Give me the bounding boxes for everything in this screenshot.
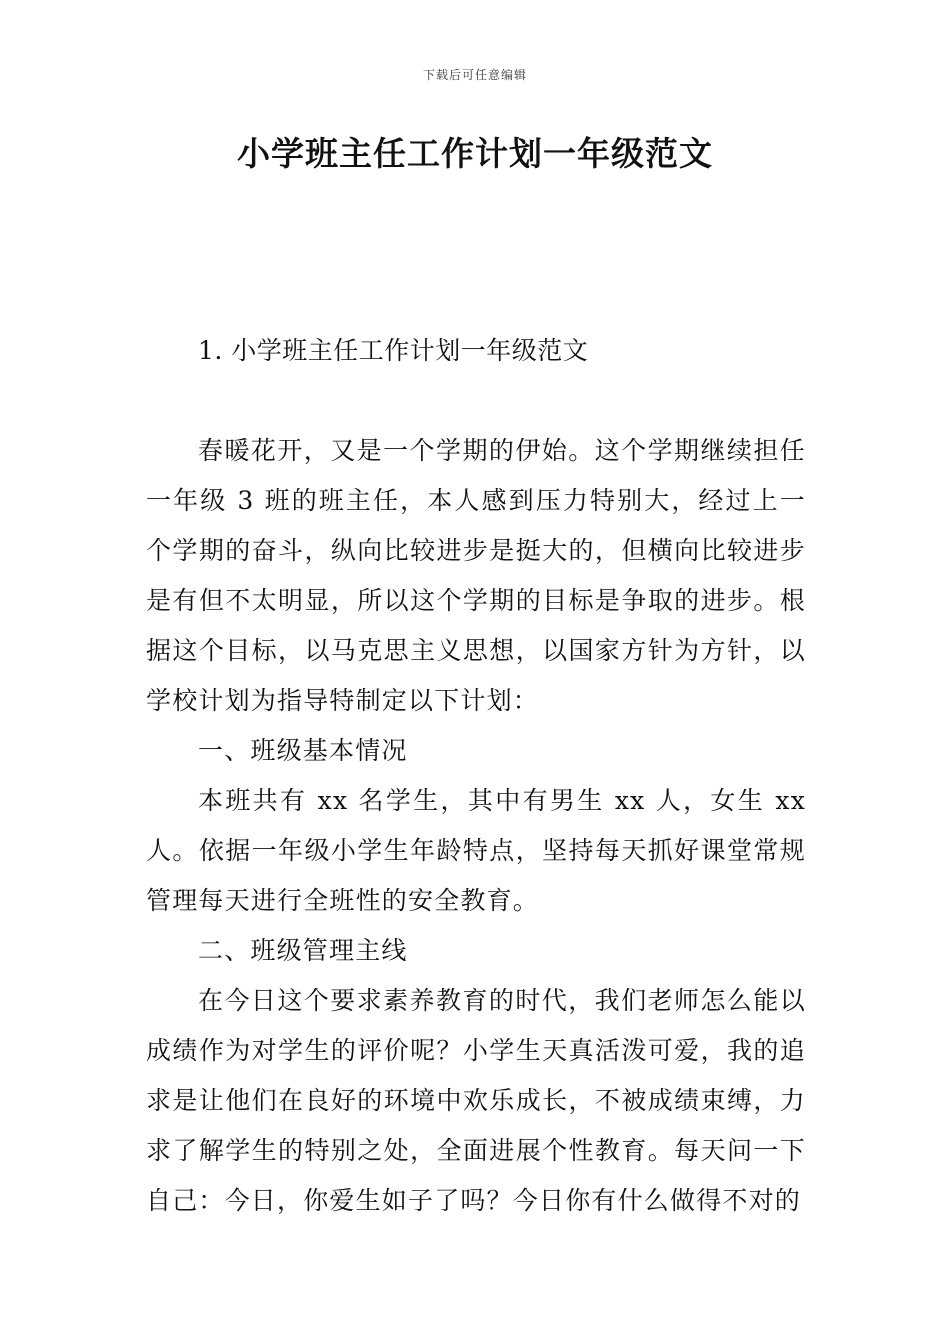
header-note: 下载后可任意编辑 [422,68,527,82]
paragraph-management: 在今日这个要求素养教育的时代，我们老师怎么能以成绩作为对学生的评价呢？小学生天真活泼可爱，我的追求是让他们在良好的环境中欢乐成长，不被成绩束缚，力求了解学生的特别之处，全面进展个性教育。每天问一下自己：今日，你爱生如子了吗？今日你有什么做得不对的 [146,986,806,1215]
blank-line [146,376,806,426]
document-body [146,326,806,1226]
paragraph-class-info: 本班共有 xx 名学生，其中有男生 xx 人，女生 xx 人。依据一年级小学生年龄特点，坚持每天抓好课堂常规管理每天进行全班性的安全教育。 [146,786,806,915]
document-title: 小学班主任工作计划一年级范文 [237,134,713,173]
section-number-title: 1. 小学班主任工作计划一年级范文 [198,336,589,365]
heading-class-management: 二、班级管理主线 [198,936,408,965]
paragraph-intro: 春暖花开，又是一个学期的伊始。这个学期继续担任一年级 3 班的班主任，本人感到压力特别大，经过上一个学期的奋斗，纵向比较进步是挺大的，但横向比较进步是有但不太明显，所以这个学期的目标是争取的进步。根据这个目标，以马克思主义思想，以国家方针为方针，以学校计划为指导特制定以下计划： [146,436,806,715]
heading-class-basic-info: 一、班级基本情况 [198,736,408,765]
